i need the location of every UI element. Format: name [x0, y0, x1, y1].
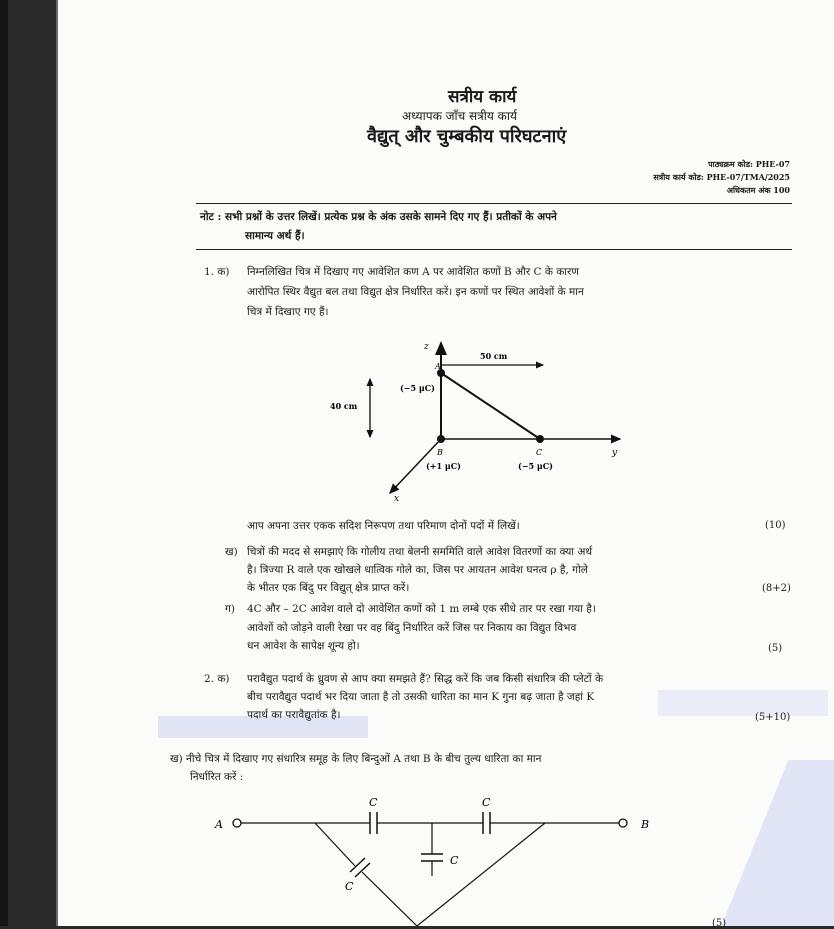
label-c4: C: [345, 880, 354, 893]
q2a-line-3: पदार्थ का परावैद्युतांक है।: [247, 709, 341, 721]
q1a-answer-note: आप अपना उत्तर एकक सदिश निरूपण तथा परिमाण दोनों पदों में लिखें।: [247, 520, 520, 532]
q1-number: 1. क): [204, 266, 230, 278]
q1a-line-3: चित्र में दिखाए गए हैं।: [247, 306, 329, 318]
label-c: C: [536, 448, 543, 457]
q1c-line-1: 4C और – 2C आवेश वाले दो आवेशित कणों को 1 m लम्बे एक सीधे तार पर रखा गया है।: [247, 603, 596, 615]
page-border: [56, 0, 58, 926]
charge-figure: [320, 335, 630, 505]
label-a: A: [435, 362, 441, 371]
charge-b: [437, 435, 445, 443]
q1b-label: ख): [225, 546, 238, 558]
q2a-marks: (5+10): [755, 712, 791, 723]
line-a-c: [441, 373, 540, 439]
z-label: z: [424, 342, 429, 352]
divider: [196, 249, 792, 250]
q2b-marks: (5): [712, 918, 727, 929]
course-title: वैद्युत् और चुम्बकीय परिघटनाएं: [367, 126, 567, 147]
label-c2: C: [482, 796, 491, 809]
capacitor-network: [205, 790, 675, 926]
note-line-1: नोट : सभी प्रश्नों के उत्तर लिखें। प्रत्येक प्रश्न के अंक उसके सामने दिए गए हैं। प्रतीकों के अपने: [200, 211, 557, 223]
q1b-line-2: है। त्रिज्या R वाले एक खोखले धात्विक गोले का, जिस पर आयतन आवेश घनत्व ρ है, गोले: [247, 564, 588, 576]
q2a-line-1: परावैद्युत पदार्थ के ध्रुवण से आप क्या समझते हैं? सिद्ध करें कि जब किसी संधारित्र की प्लेटों के: [247, 673, 604, 685]
divider: [196, 203, 792, 204]
q2b-line-2: निर्धारित करें :: [190, 771, 244, 783]
q1b-line-3: के भीतर एक बिंदु पर विद्युत् क्षेत्र प्राप्त करें।: [247, 582, 410, 594]
dist-50cm-label: 50 cm: [480, 351, 508, 361]
label-b: B: [437, 448, 443, 457]
q1c-marks: (5): [768, 643, 783, 654]
viewer-left-edge: [0, 0, 8, 926]
assignment-code: सत्रीय कार्य कोड: PHE-07/TMA/2025: [653, 172, 790, 182]
dist-40cm-label: 40 cm: [330, 401, 358, 411]
doc-title: सत्रीय कार्य: [448, 87, 517, 107]
q1a-marks: (10): [765, 520, 786, 531]
watermark-logo: [708, 760, 834, 926]
q2-number: 2. क): [204, 673, 230, 685]
q1c-line-3: धन आवेश के सापेक्ष शून्य हो।: [247, 640, 360, 652]
label-b: B: [641, 818, 650, 831]
terminal-b: [619, 819, 627, 827]
charge-b-value: (+1 μC): [426, 461, 461, 471]
q1c-label: ग): [225, 603, 236, 615]
q1a-line-1: निम्नलिखित चित्र में दिखाए गए आवेशित कण A पर आवेशित कणों B और C के कारण: [247, 266, 579, 278]
q2a-line-2: बीच परावैद्युत पदार्थ भर दिया जाता है तो उसकी धारिता का मान K गुना बढ़ जाता है जहां K: [247, 691, 595, 703]
doc-subtitle: अध्यापक जाँच सत्रीय कार्य: [402, 109, 517, 123]
q1b-marks: (8+2): [762, 583, 791, 594]
label-c3: C: [450, 854, 459, 867]
q1b-line-1: चित्रों की मदद से समझाएं कि गोलीय तथा बेलनी सममिति वाले आवेश वितरणों का क्या अर्थ: [247, 546, 593, 558]
charge-c: [536, 435, 544, 443]
q2b-line-1: ख) नीचे चित्र में दिखाए गए संधारित्र समूह के लिए बिन्दुओं A तथा B के बीच तुल्य धारिता का मान: [170, 753, 542, 765]
watermark-stripe: [658, 690, 828, 716]
terminal-a: [233, 819, 241, 827]
course-code: पाठ्यक्रम कोड: PHE-07: [708, 159, 790, 169]
note-line-2: सामान्य अर्थ हैं।: [245, 230, 305, 242]
charge-a-value: (−5 μC): [400, 383, 435, 393]
q1c-line-2: आवेशों को जोड़ने वाली रेखा पर वह बिंदु निर्धारित करें जिस पर निकाय का विद्युत विभव: [247, 622, 577, 634]
label-a: A: [215, 818, 223, 831]
y-label: y: [612, 448, 618, 458]
x-label: x: [394, 494, 400, 504]
label-c1: C: [369, 796, 378, 809]
charge-c-value: (−5 μC): [518, 461, 553, 471]
q1a-line-2: आरोपित स्थिर वैद्युत बल तथा विद्युत क्षेत्र निर्धारित करें। इन कणों पर स्थित आवेशों के मान: [247, 286, 584, 298]
max-marks: अधिकतम अंक 100: [726, 185, 790, 195]
